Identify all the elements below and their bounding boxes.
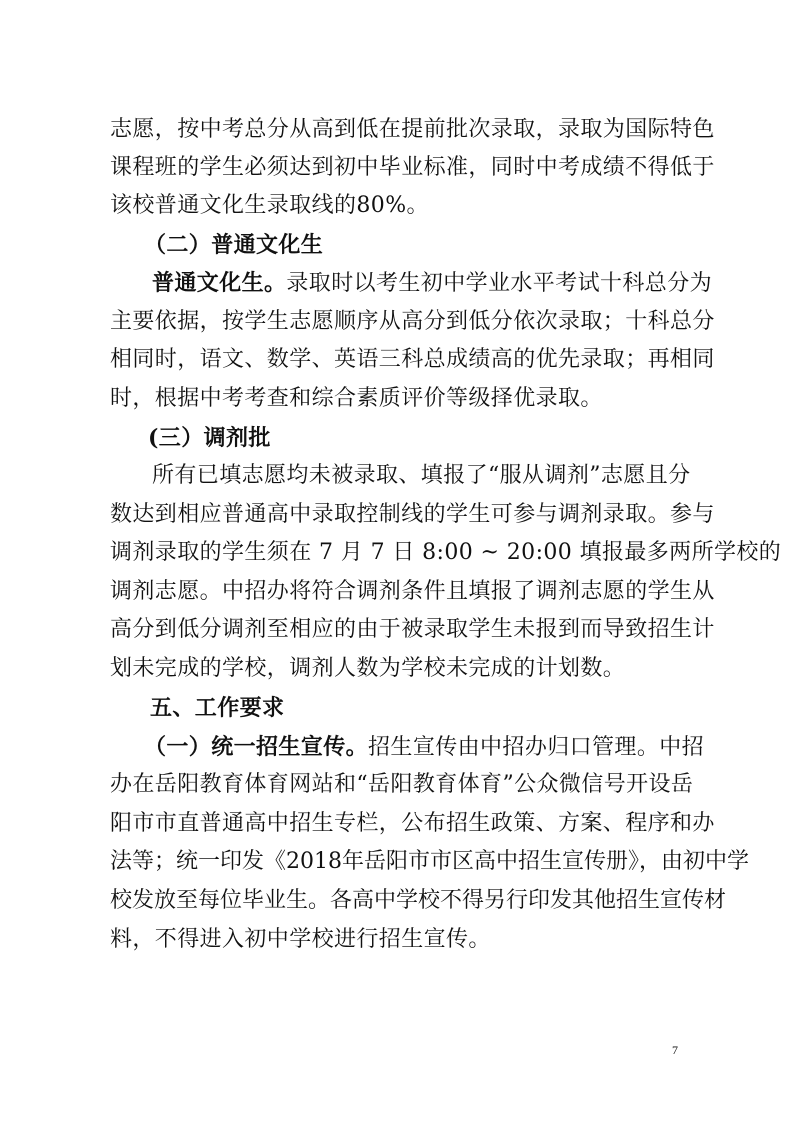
paragraph-line: 志愿，按中考总分从高到低在提前批次录取，录取为国际特色 (110, 117, 715, 142)
paragraph-lead-bold: 普通文化生。 (152, 270, 287, 296)
section-heading-5: 五、工作要求 (150, 695, 285, 721)
section-heading-3: (三）调剂批 (148, 425, 271, 451)
paragraph-line (152, 268, 713, 298)
paragraph-line: 高分到低分调剂至相应的由于被录取学生未报到而导致招生计 (110, 617, 715, 642)
page-number: 7 (672, 1043, 678, 1057)
paragraph-line: 相同时，语文、数学、英语三科总成绩高的优先录取；再相同 (110, 347, 715, 372)
paragraph-line: 所有已填志愿均未被录取、填报了“服从调剂”志愿且分 (152, 463, 691, 488)
paragraph-line: 课程班的学生必须达到初中毕业标准，同时中考成绩不得低于 (110, 155, 715, 180)
paragraph-lead-bold: （一）统一招生宣传。 (144, 734, 369, 760)
paragraph-line: 料，不得进入初中学校进行招生宣传。 (110, 927, 491, 952)
paragraph-text: 招生宣传由中招办归口管理。中招 (368, 735, 705, 760)
paragraph-line: 办在岳阳教育体育网站和“岳阳教育体育”公众微信号开设岳 (110, 772, 694, 797)
paragraph-line: 划未完成的学校，调剂人数为学校未完成的计划数。 (110, 656, 626, 681)
paragraph-line: 阳市市直普通高中招生专栏，公布招生政策、方案、程序和办 (110, 811, 715, 836)
paragraph-line: 调剂录取的学生须在 7 月 7 日 8:00 ~ 20:00 填报最多两所学校的 (110, 540, 782, 565)
paragraph-line: 数达到相应普通高中录取控制线的学生可参与调剂录取。参与 (110, 502, 715, 527)
paragraph-line: 主要依据，按学生志愿顺序从高分到低分依次录取；十科总分 (110, 309, 715, 334)
paragraph-line: 时，根据中考考查和综合素质评价等级择优录取。 (110, 386, 603, 411)
paragraph-line: 该校普通文化生录取线的80%。 (110, 193, 429, 218)
paragraph-line: 校发放至每位毕业生。各高中学校不得另行印发其他招生宣传材 (110, 888, 727, 913)
paragraph-line: 调剂志愿。中招办将符合调剂条件且填报了调剂志愿的学生从 (110, 579, 715, 604)
section-heading-2: （二）普通文化生 (144, 232, 324, 258)
paragraph-line (144, 732, 705, 762)
paragraph-line: 法等；统一印发《2018年岳阳市市区高中招生宣传册》，由初中学 (110, 849, 749, 874)
paragraph-text: 录取时以考生初中学业水平考试十科总分为 (286, 271, 713, 296)
